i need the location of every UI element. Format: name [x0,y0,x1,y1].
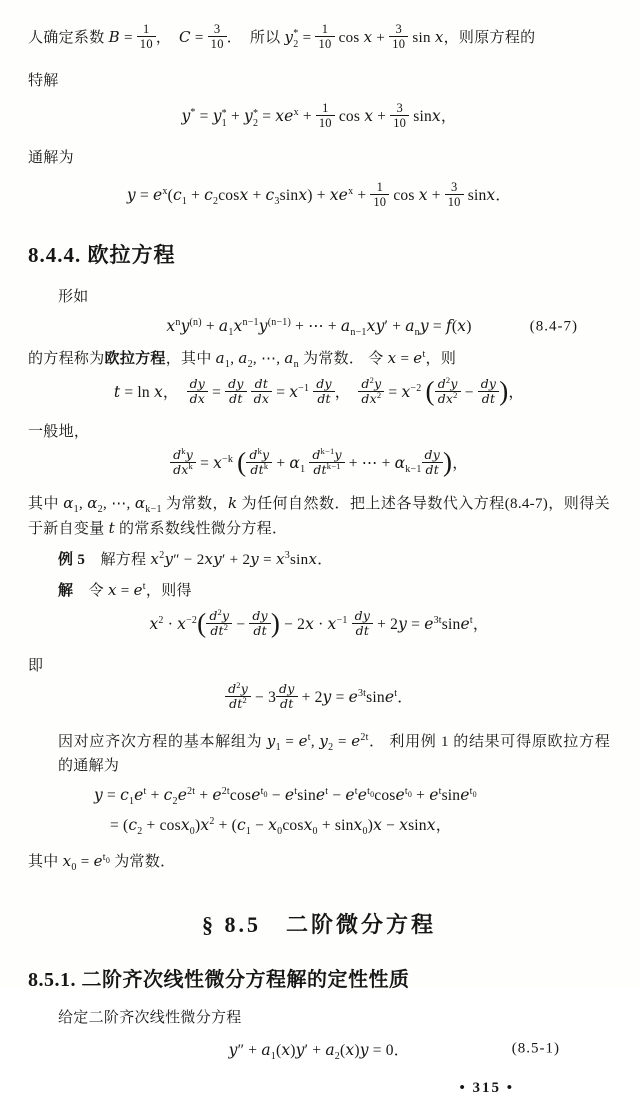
formula-8-5-1 [28,1038,610,1063]
formula-general-solution-line1: $y = c_1e^t + c_2e^{2t} + e^{2t}\cos e^{t_0} - e^t\sin e^t - e^te^{t_0}\cos e^{t_0} + e^t\sin e^{t_0}$ [94,785,477,808]
formula-general-solution-line2: = $(c_2 + \cos x_0)x^2 + (c_1 - x_0\cos x_0 + \sin x_0)x - xsinx$， [110,815,452,838]
heading-8-5-1: 8.5.1. 二阶齐次线性微分方程解的定性性质 [28,969,410,991]
formula-euler-equation [28,316,610,339]
example5-problem: 例 5 解方程 $x^2y'' - 2xy' + 2y = x^3\sin x$． [58,550,333,568]
example5-solution-intro: 解 令 $x = e^t$，则得 [58,581,192,599]
formula-particular-solution: y* = y * 1 + y * 2 = $xe^x$ + $\frac{1}{10}$ cos x + $\frac{3}{10}$ sinx， [181,101,457,130]
formula-variable-substitution: t = ln x， $\frac{dy}{dx}$ = $\frac{dy}{dt}$ $\frac{dt}{dx}$ = $x^{-1}$ $\frac{dy}{dt}$ ， $\frac{d^2y}{dx^2}$ = $x^{-2}$ ( $\frac{d^2y}{dx^2}$ − $\frac{dy}{dt}$ )， [113,374,525,406]
x0-constant-note: 其中 $x_0 = e^{t_0}$ 为常数． [28,852,176,873]
page-number: • 315 • [459,1080,514,1096]
equation-number-8-4-7: (8.4-7) [529,318,578,334]
constants-note: 其中 $\alpha_1$, $\alpha_2$, ⋯, $\alpha_{k-1}$ 为常数，k 为任何自然数．把上述各导数代入方程(8.4-7)，则得关于新自变量 t 的常系数线性微分方程． [28,494,610,537]
generally-label: 一般地， [28,424,90,440]
heading-8-4-4: 8.4.4. 欧拉方程 [28,243,176,267]
euler-equation-description: 的方程称为欧拉方程，其中 $a_1$, $a_2$, ⋯, $a_n$ 为常数． 令 $x = e^t$，则 [28,349,457,370]
particular-solution-label: 特解 [28,73,59,89]
that-is-label: 即 [28,658,44,674]
heading-8-5: § 8.5 二阶微分方程 [201,912,436,937]
formula-kth-derivative: $d^ky$ $dx^k$ = $x^{-k}$ ( $d^ky$ $dt^k$ + $\alpha_1$ $d^{k-1}y$ $dt^{k-1}$ + ⋯ + $\alpha_{k-1}$ $\frac{dy}{dt}$ )， [28,450,610,479]
fundamental-solutions-note: 因对应齐次方程的基本解组为 $y_1 = e^t$, $y_2 = e^{2t}$． 利用例 1 的结果可得原欧拉方程的通解为 [58,732,610,774]
given-equation-label: 给定二阶齐次线性微分方程 [58,1010,242,1026]
formula-simplified-equation: $\frac{d^2y}{dt^2}$ − 3 $\frac{dy}{dt}$ + $2y = e^{3t}\sin e^t$． [28,684,610,713]
formula-general-solution: $y = e^x(c_1 + c_2\cos x + c_3\sin x) + xe^x$ + $\frac{1}{10}$ cos x + $\frac{3}{10}$ sinx． [126,180,512,209]
formula-transformed-equation: $x^2 \cdot x^{-2}$( $\frac{d^2y}{dt^2}$ − $\frac{dy}{dt}$ ) − $2x \cdot x^{-1}$ $\frac{dy}{dt}$ + $2y = e^{3t}\sin e^t$， [149,606,489,638]
equation-number-8-5-1: (8.5-1) [511,1040,560,1057]
euler-equation-body: $x^ny^{(n)} + a_1x^{n-1}y^{(n-1)}$ + ⋯ + $a_{n-1}xy' + a_ny = f(x)$ [166,316,472,339]
of-the-form-label: 形如 [58,289,89,305]
equation-8-5-1-body: $y'' + a_1(x)y' + a_2(x)y = 0$． [228,1041,410,1063]
intro-line-1: 人确定系数 B = $\frac{1}{10}$ ， C = $\frac{3}{10}$ ． 所以 y * 2 = $\frac{1}{10}$ cos x + $\frac{3}{10}$ sin x，则原方程的 [28,22,536,51]
general-solution-label: 通解为 [28,150,74,166]
